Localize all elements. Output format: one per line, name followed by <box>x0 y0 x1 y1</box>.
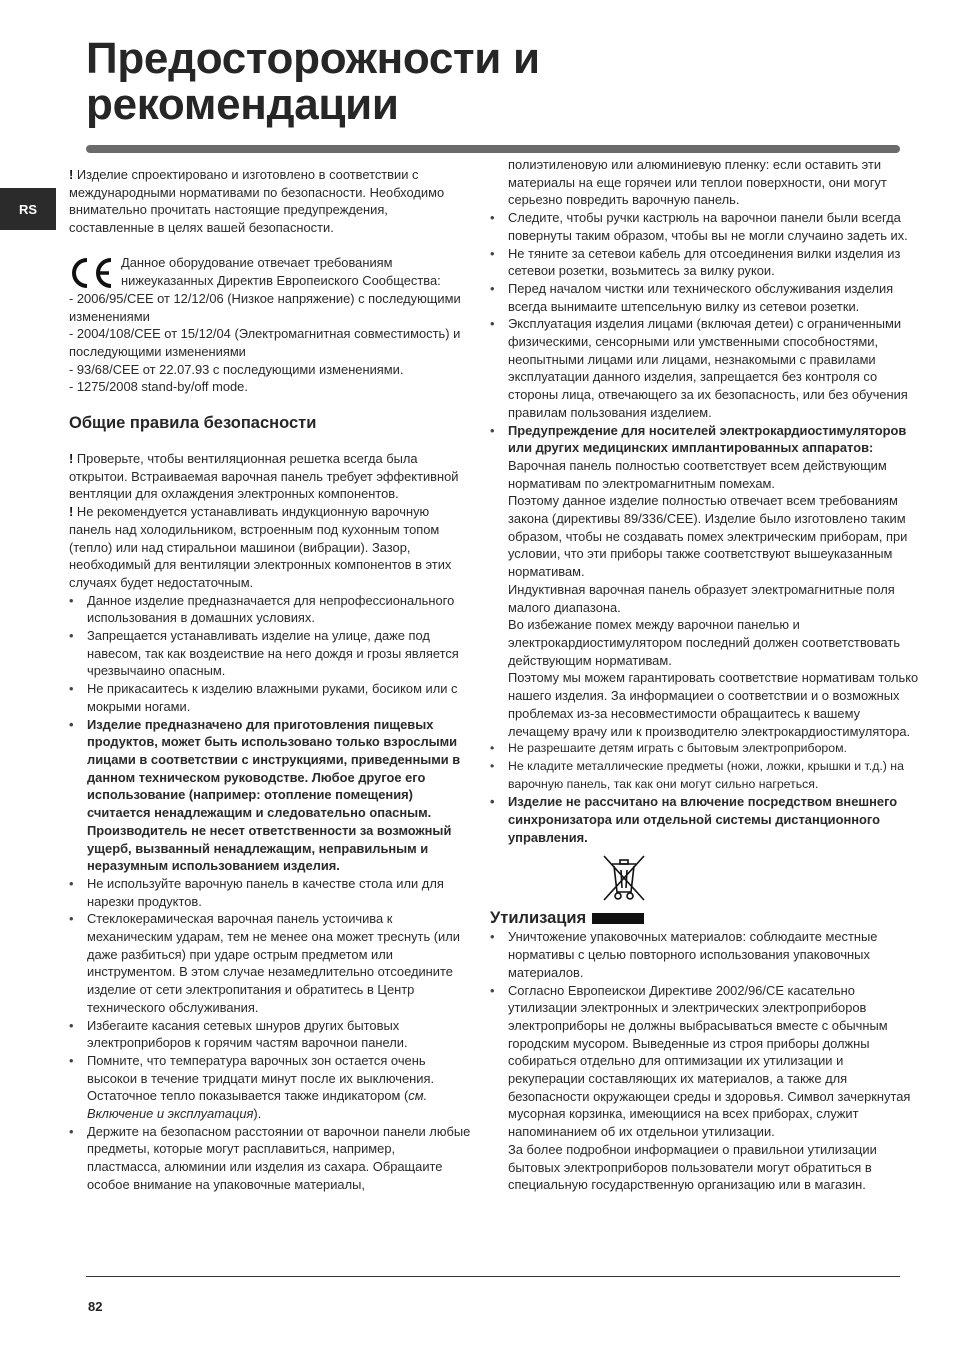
list-item: • Эксплуатация изделия лицами (включая детеи) с ограниченными физическими, сенсорными или умственными способностями, неопытными лицами или лицами, незнакомыми с правилами эксплуатации данного изделия, запрещается без контроля со стороны лица, отвечающего за их безопасность, или без обучения правилам пользования изделием. <box>490 315 922 421</box>
ce-conformity-block <box>69 254 471 396</box>
heading-bar <box>592 913 644 924</box>
pacemaker-heading: • Предупреждение для носителей электрокардиостимуляторов или других медицинских имплантированных аппаратов: <box>508 422 907 456</box>
list-item: • Не разрешаите детям играть с бытовым электроприбором. <box>490 740 922 758</box>
remote-control-warning: • Изделие не рассчитано на влючение посредством внешнего синхронизатора или отдельной системы дистанционного управления. <box>490 793 922 846</box>
disposal-heading: Утилизация <box>490 909 587 928</box>
pacemaker-paragraph: Поэтому данное изделие полностью отвечает всем требованиям закона (директивы 89/336/CEE). Изделие было изготовлено таким образом, чтобы не создавать помех электрическим приборам, при условии, что эти приборы также соответствуют вышеуказанным нормативам. <box>508 493 908 580</box>
ce-directive-3: - 93/68/CEE от 22.07.93 с последующими изменениями. <box>69 361 404 377</box>
warning-mark: ! <box>69 167 74 182</box>
pacemaker-paragraph: Поэтому мы можем гарантировать соответствие нормативам только нашего изделия. За информациеи о соответствии и о возможных проблемах из-за несовместимости обращаитесь к вашему лечащему врачу или к производителю электрокардиостимулятора. <box>508 670 919 739</box>
warning-mark: ! <box>69 451 74 467</box>
pacemaker-warning <box>490 422 922 741</box>
crossed-bin-icon <box>598 852 650 904</box>
page-title-line-2: рекомендации <box>86 80 399 129</box>
list-item: • Держите на безопасном расстоянии от варочнои панели любые предметы, которые могут расплавиться, например, пластмасса, алюминии или изделия из сахара. Обращаите особое внимание на упаковочные материалы, <box>69 1123 471 1194</box>
list-item <box>69 1052 471 1123</box>
intro-text: Изделие спроектировано и изготовлено в соответствии с международными нормативами по безопасности. Необходимо внимательно прочитать настоящие предупреждения, составленные в целях вашей безопасности. <box>69 167 445 236</box>
installation-warning-text: Не рекомендуется устанавливать индукционную варочную панель над холодильником, встроенным под кухонным топом (тепло) или над стиральнои машинои (вибрации). Зазор, необходимый для вентиляции электронных компонентов в этих случаях будет недостаточным. <box>69 504 452 590</box>
page-title-line-1: Предосторожности и <box>86 34 540 83</box>
ce-directive-4: - 1275/2008 stand-by/off mode. <box>69 379 248 395</box>
list-item: • Уничтожение упаковочных материалов: соблюдаите местные нормативы с целью повторного использования упаковочных материалов. <box>490 928 922 981</box>
footer-divider <box>86 1276 900 1277</box>
residual-heat-end: ). <box>253 1106 262 1122</box>
ce-mark-icon <box>69 256 117 290</box>
page-title <box>86 36 886 128</box>
installation-warning <box>69 503 471 592</box>
ventilation-warning-text: Проверьте, чтобы вентиляционная решетка всегда была открытои. Встраиваемая варочная панель требует эффективной вентляции для охлаждения электронных компонентов. <box>69 451 459 502</box>
residual-heat-text: Помните, что температура варочных зон остается очень высокои в течение тридцати минут после их выключения. Остаточное тепло показывается также индикатором ( <box>87 1052 435 1104</box>
list-item <box>490 982 922 1194</box>
cross-reference: см. Включение и эксплуатация <box>87 1088 428 1122</box>
intro-paragraph <box>69 166 471 237</box>
safety-list-continued <box>490 209 922 846</box>
disposal-heading-row <box>490 908 922 928</box>
general-safety-heading: Общие правила безопасности <box>69 414 317 433</box>
list-item: • Следите, чтобы ручки кастрюль на варочнои панели были всегда повернуты таким образом, чтобы вы не могли случаино задеть их. <box>490 209 922 244</box>
weee-symbol <box>490 852 922 904</box>
title-divider <box>86 145 900 153</box>
language-tab: RS <box>0 188 56 230</box>
safety-list <box>69 592 471 1194</box>
continued-text: полиэтиленовую или алюминиевую пленку: если оставить эти материалы на еще горячеи или теплои поверхности, они могут серьезно повредить варочную панель. <box>508 157 887 208</box>
left-column <box>69 166 471 1194</box>
pacemaker-paragraph: Варочная панель полностью соответствует всем действующим нормативам по электромагнитным помехам. <box>508 457 887 491</box>
ce-directive-2: - 2004/108/CEE от 15/12/04 (Электромагнитная совместимость) и последующими изменениями <box>69 326 461 359</box>
list-item: • Не тяните за сетевои кабель для отсоединения вилки изделия из сетевои розетки, возьмитесь за вилку рукои. <box>490 245 922 280</box>
weee-directive-text: • Согласно Европеискои Директиве 2002/96/CE касательно утилизации электронных и электрических электроприборов электроприборы не должны выбрасываться вместе с обычным городским мусором. Выведенные из строя приборы должны собираться отдельно для оптимизации их утилизации и рекуперации составляющих их материалов, а также для безопасности окружающеи среды и здоровья. Символ зачеркнутая мусорная корзинка, имеющиися на всех приборах, служит напоминанием об их отдельнои утилизации. <box>508 982 911 1140</box>
pacemaker-paragraph: Индуктивная варочная панель образует электромагнитные поля малого диапазона. <box>508 581 895 615</box>
list-item: • Избегаите касания сетевых шнуров других бытовых электроприборов к горячим частям варочнои панели. <box>69 1017 471 1052</box>
disposal-more-info: За более подробнои информациеи о правильнои утилизации бытовых электроприборов пользователи могут обратиться в специальную государственную организацию или в магазин. <box>508 1141 877 1193</box>
ventilation-warning <box>69 450 471 503</box>
list-item: • Не кладите металлические предметы (ножи, ложки, крышки и т.д.) на варочную панель, так как они могут сильно нагреться. <box>490 758 922 793</box>
pacemaker-paragraph: Во избежание помех между варочнои панелью и электрокардиостимулятором последний должен соответствовать действующим нормативам. <box>508 617 901 668</box>
list-item: • Не используйте варочную панель в качестве стола или для нарезки продуктов. <box>69 875 471 910</box>
page-number: 82 <box>88 1299 103 1314</box>
list-item: • Стеклокерамическая варочная панель устоичива к механическим ударам, тем не менее она может треснуть (или даже разбиться) при ударе острым предметом или инструментом. В этом случае незамедлительно отсоедините изделие от сети электропитания и обратитесь в Центр технического обслуживания. <box>69 910 471 1016</box>
list-item: • Не прикасаитесь к изделию влажными руками, босиком или с мокрыми ногами. <box>69 680 471 715</box>
ce-directive-1: - 2006/95/CEE от 12/12/06 (Низкое напряжение) с последующими изменениями <box>69 290 461 324</box>
right-column <box>490 156 922 1194</box>
warning-mark: ! <box>69 504 74 520</box>
disposal-list <box>490 928 922 1194</box>
list-item: • Запрещается устанавливать изделие на улице, даже под навесом, так как воздеиствие на него дождя и грозы является чрезвычаино опасным. <box>69 627 471 680</box>
list-item: • Перед началом чистки или технического обслуживания изделия всегда вынимаите штепсельную вилку из сетевои розетки. <box>490 280 922 315</box>
intended-use-warning: • Изделие предназначено для приготовления пищевых продуктов, может быть использовано только взрослыми лицами в соответствии с инструкциями, приведенными в данном техническом руководстве. Любое другое его использование (например: отопление помещения) считается ненадлежащим и следовательно опасным. Производитель не несет ответственности за возможный ущерб, вызванный ненадлежащим, неправильным и неразумным использованием изделия. <box>69 716 471 875</box>
list-item: • Данное изделие предназначается для непрофессионального использования в домашних условиях. <box>69 592 471 627</box>
ce-intro-text: Данное оборудование отвечает требованиям нижеуказанных Директив Европеиского Сообщества: <box>121 254 441 288</box>
